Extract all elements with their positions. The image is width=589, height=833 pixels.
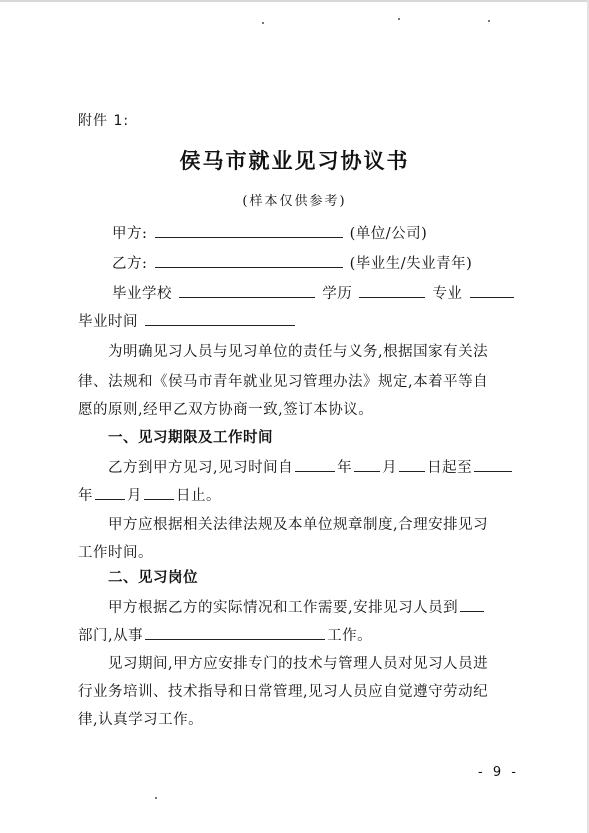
- scan-speck: [488, 20, 490, 22]
- section-1-period-end-line: [78, 484, 221, 505]
- month-text: 月: [127, 488, 142, 504]
- start-year-blank[interactable]: [295, 457, 335, 472]
- job-blank[interactable]: [145, 625, 325, 640]
- school-row: [112, 282, 516, 303]
- section-2-para-2-line-3: 律,认真学习工作。: [78, 712, 204, 728]
- section-2-para-1-line-1: [108, 596, 486, 617]
- section-1-para-2-line-1: 甲方应根据相关法律法规及本单位规章制度,合理安排见习: [108, 517, 489, 533]
- party-b-blank[interactable]: [155, 253, 343, 268]
- scan-speck: [398, 18, 400, 20]
- scan-speck: [155, 797, 157, 799]
- end-text: 日止。: [176, 488, 221, 504]
- document-subtitle: (样本仅供参考): [242, 194, 347, 209]
- intro-line-1: 为明确见习人员与见习单位的责任与义务,根据国家有关法: [108, 344, 489, 360]
- department-blank-a[interactable]: [460, 597, 484, 612]
- party-b-note: (毕业生/失业青年): [349, 256, 473, 272]
- party-a-row: [112, 222, 427, 243]
- section-2-para-1-line-2: [78, 624, 372, 645]
- grad-time-row: [78, 310, 297, 331]
- party-b-row: [112, 252, 472, 273]
- section-2-para-2-line-1: 见习期间,甲方应安排专门的技术与管理人员对见习人员进: [108, 656, 489, 672]
- section-2-para-2-line-2: 行业务培训、技术指导和日常管理,见习人员应自觉遵守劳动纪: [78, 684, 489, 700]
- year-text: 年: [337, 460, 353, 476]
- party-b-label: 乙方:: [112, 256, 148, 272]
- section-1-period-line: [108, 456, 514, 477]
- section-2-heading: 二、见习岗位: [108, 570, 198, 586]
- month-text: 月: [382, 460, 398, 476]
- party-a-label: 甲方:: [112, 226, 148, 242]
- major-label: 专业: [432, 286, 463, 302]
- scan-speck: [262, 22, 264, 24]
- intro-line-3: 愿的原则,经甲乙双方协商一致,签订本协议。: [78, 402, 374, 418]
- day-from-text: 日起至: [427, 460, 473, 476]
- degree-label: 学历: [322, 286, 353, 302]
- party-a-blank[interactable]: [155, 223, 343, 238]
- degree-blank[interactable]: [359, 283, 425, 298]
- attachment-label: 附件 1:: [78, 113, 130, 129]
- section-1-heading: 一、见习期限及工作时间: [108, 430, 273, 446]
- year-text: 年: [78, 488, 93, 504]
- party-a-note: (单位/公司): [349, 226, 428, 242]
- school-label: 毕业学校: [112, 286, 172, 302]
- grad-time-label: 毕业时间: [78, 314, 138, 330]
- start-month-blank[interactable]: [354, 457, 380, 472]
- intro-line-2: 律、法规和《侯马市青年就业见习管理办法》规定,本着平等自: [78, 374, 489, 390]
- major-blank[interactable]: [470, 283, 514, 298]
- document-title: 侯马市就业见习协议书: [179, 149, 410, 173]
- start-day-blank[interactable]: [399, 457, 425, 472]
- end-year-blank-a[interactable]: [474, 457, 512, 472]
- section-1-para-2-line-2: 工作时间。: [78, 545, 153, 561]
- work-text: 工作。: [327, 628, 373, 644]
- grad-time-blank[interactable]: [145, 311, 295, 326]
- page-number: - 9 -: [478, 765, 519, 780]
- scan-top-edge: [0, 0, 589, 2]
- assign-text: 甲方根据乙方的实际情况和工作需要,安排见习人员到: [108, 600, 459, 616]
- department-text: 部门,从事: [78, 628, 144, 644]
- period-text: 乙方到甲方见习,见习时间自: [108, 460, 294, 476]
- end-day-blank[interactable]: [144, 485, 174, 500]
- school-blank[interactable]: [179, 283, 315, 298]
- end-month-blank[interactable]: [95, 485, 125, 500]
